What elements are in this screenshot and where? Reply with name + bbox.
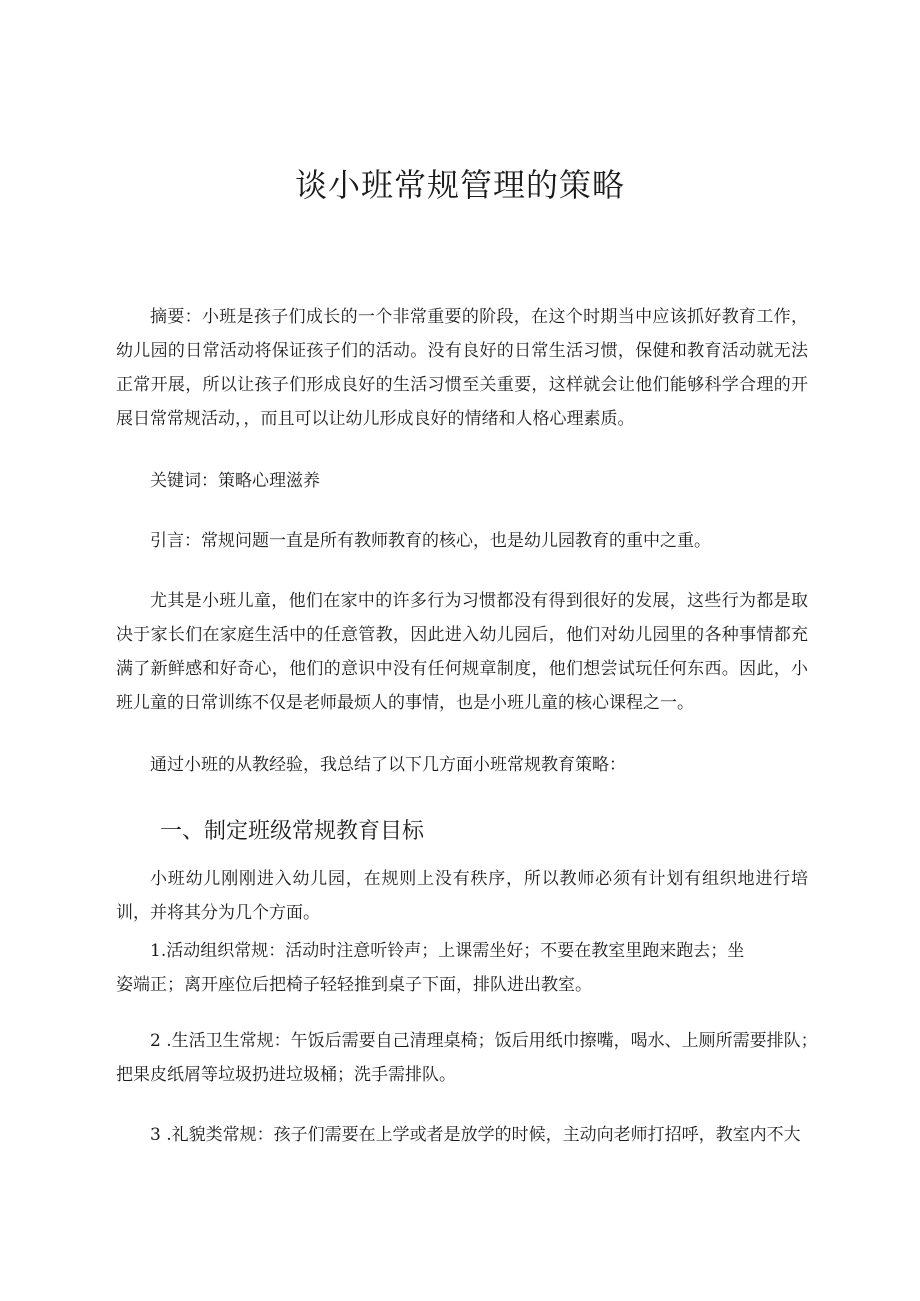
item-1-line-2: 姿端正；离开座位后把椅子轻轻推到桌子下面，排队进出教室。	[116, 975, 592, 995]
item-3-line-1: 3 .礼貌类常规：孩子们需要在上学或者是放学的时候，主动向老师打招呼，教室内不大	[150, 1125, 801, 1145]
item-2-line-2: 把果皮纸屑等垃圾扔进垃圾桶；洗手需排队。	[116, 1065, 456, 1085]
document-title: 谈小班常规管理的策略	[294, 166, 625, 204]
keywords-line: 关键词：策略心理滋养	[150, 471, 320, 491]
section-1-paragraph: 小班幼儿刚刚进入幼儿园，在规则上没有秩序，所以教师必须有计划有组织地进行培训，并将其分为几个方面。	[116, 869, 808, 923]
summary-paragraph: 通过小班的从教经验，我总结了以下几方面小班常规教育策略：	[150, 755, 626, 775]
item-2-line-1: 2 .生活卫生常规：午饭后需要自己清理桌椅；饭后用纸巾擦嘴，喝水、上厕所需要排队；	[150, 1031, 818, 1051]
intro-paragraph: 引言：常规问题一直是所有教师教育的核心，也是幼儿园教育的重中之重。	[150, 531, 711, 551]
abstract-paragraph: 摘要：小班是孩子们成长的一个非常重要的阶段，在这个时期当中应该抓好教育工作，幼儿园的日常活动将保证孩子们的活动。没有良好的日常生活习惯，保健和教育活动就无法正常开展，所以让孩子们形成良好的生活习惯至关重要，这样就会让他们能够科学合理的开展日常常规活动，，而且可以让幼儿形成良好的情绪和人格心理素质。	[116, 307, 808, 429]
section-1-heading: 一、制定班级常规教育目标	[160, 819, 425, 844]
children-paragraph: 尤其是小班儿童，他们在家中的许多行为习惯都没有得到很好的发展，这些行为都是取决于家长们在家庭生活中的任意管教，因此进入幼儿园后，他们对幼儿园里的各种事情都充满了新鲜感和好奇心，他们的意识中没有任何规章制度，他们想尝试玩任何东西。因此，小班儿童的日常训练不仅是老师最烦人的事情，也是小班儿童的核心课程之一。	[116, 591, 808, 713]
item-1-line-1: 1.活动组织常规：活动时注意听铃声；上课需坐好；不要在教室里跑来跑去；坐	[150, 941, 745, 961]
